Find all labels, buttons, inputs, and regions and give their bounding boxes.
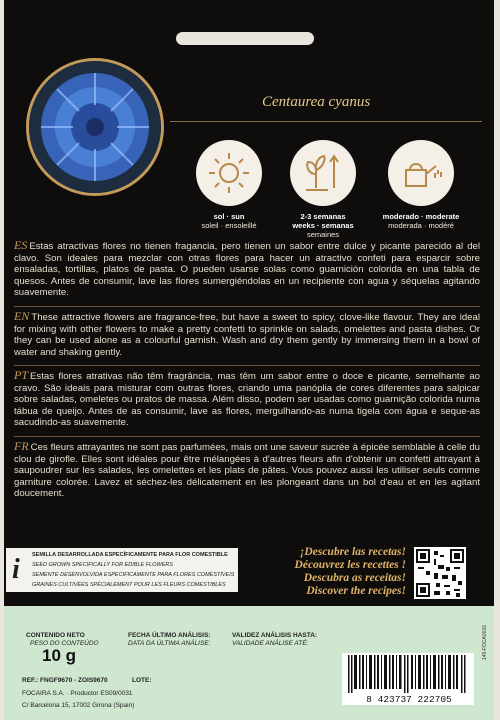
description-text-fr: Ces fleurs attrayantes ne sont pas parfumées, mais ont une saveur sucrée à épicée semblable à celle du clou de girofle. Elles sont idéales pour être mélangées à d'autres fleurs afin d'obtenir un confetti attrayant à saupoudrer sur les salades, les omelettes et les plats de pâtes. Vous pouvez aussi les utiliser seuls comme garniture colorée. Lavez et séchez-les délicatement en les plongeant dans un bol d'eau et en les agitant doucement. (14, 442, 480, 500)
analysis-date-label-pt: DATA DA ÚLTIMA ANÁLISE: (128, 640, 211, 647)
notice-line-es: SEMILLA DESARROLLADA ESPECÍFICAMENTE PARA FLOR COMESTIBLE (32, 552, 228, 558)
sun-icon (196, 140, 262, 206)
sprout-growth-icon (290, 140, 356, 206)
edible-seed-notice (6, 548, 238, 592)
growth-caption-line2: weeks · semanas (292, 221, 354, 230)
language-code-en: EN (14, 309, 30, 323)
species-name: Centaurea cyanus (262, 94, 371, 110)
company-address: C/ Barcelona 15, 17002 Girona (Spain) (22, 702, 135, 709)
notice-line-en: SEED GROWN SPECIFICALLY FOR EDIBLE FLOWERS (32, 562, 173, 568)
recipes-link-es[interactable]: ¡Descubre las recetas! (299, 546, 406, 558)
net-content-label-pt-text: PESO DO CONTEÚDO (30, 640, 99, 647)
vertical-code: 145-FOCA0016 (482, 624, 488, 660)
language-code-es: ES (14, 238, 28, 252)
validity-label-pt: VALIDADE ANÁLISE ATÉ: (232, 640, 309, 647)
divider (170, 121, 482, 122)
watering-caption-line2: moderada · modéré (388, 221, 454, 230)
growth-caption (268, 212, 378, 239)
net-content-label: CONTENIDO NETO (26, 632, 85, 639)
growth-caption-line3: semaines (306, 230, 340, 239)
validity-label: VALIDEZ ANÁLISIS HASTA: (232, 632, 318, 639)
watering-caption-line1: moderado · moderate (382, 212, 460, 221)
language-code-pt: PT (14, 368, 29, 382)
recipes-link-fr[interactable]: Découvrez les recettes ! (294, 559, 406, 571)
description-text-pt: Estas flores atrativas não têm fragrância, mas têm um sabor entre o doce e picante, semelhante ao cravo. São ideais para misturar com outras flores, criando uma panóplia de cores diferentes para salpicar sobre saladas, omeletes ou pratos de massa. Além disso, podem ser usadas como guarnição colorida numa tábua de queijo. Antes de as consumir, lave as flores, mergulhando-as numa tigela com água e seque-as sacudindo-as suavemente. (14, 371, 480, 429)
watering-can-icon (388, 140, 454, 206)
notice-line-fr: GRAINES CULTIVÉES SPÉCIALEMENT POUR LES FLEURS COMESTIBLES (32, 582, 226, 588)
divider (14, 306, 480, 307)
recipes-link-pt[interactable]: Descubra as receitas! (303, 572, 406, 584)
watering-caption (366, 212, 476, 230)
description-pt (14, 370, 480, 429)
description-fr (14, 441, 480, 500)
barcode-number: 8 423737 222705 (366, 694, 452, 705)
description-text-en: These attractive flowers are fragrance-free, but have a sweet to spicy, clove-like flavour. They are ideal for mixing with other flowers to make a pretty confetti to sprinkle on salads, omelettes and pasta dishes. Or they can be used alone as a colourful garnish. Wash and dry them gently by immersing them in a bowl of water and shaking gently. (14, 312, 480, 358)
recipes-link-en[interactable]: Discover the recipes! (306, 585, 406, 597)
lot-label: LOTE: (132, 677, 152, 684)
company-producer: FOCAIRA S.A. · Productor ES09/0031 (22, 690, 133, 697)
analysis-date-label: FECHA ÚLTIMO ANÁLISIS: (128, 632, 211, 639)
hang-hole (176, 32, 314, 45)
divider (14, 365, 480, 366)
net-weight: 10 g (42, 646, 77, 665)
description-text-es: Estas atractivas flores no tienen fragancia, pero tienen un sabor entre dulce y picante parecido al del clavo. Son ideales para mezclar con otras flores para hacer un atractivo confeti para esparcir sobre ensaladas, tortillas, platos de pasta. O pueden usarse solas como guarnición colorida en una tabla de quesos. Antes de consumir, lave las flores sumergiéndolas en un recipiente con agua y séquelas agitando suavemente. (14, 241, 480, 299)
qr-code[interactable] (414, 547, 466, 599)
description-en (14, 311, 480, 358)
divider (14, 436, 480, 437)
flower-photo (26, 58, 164, 196)
growth-caption-line1: 2-3 semanas (300, 212, 346, 221)
notice-line-pt: SEMENTE DESENVOLVIDA ESPECIFICAMENTE PARA FLORES COMESTÍVEIS (32, 572, 235, 578)
description-es (14, 240, 480, 299)
sun-caption-line2: soleil · ensoleillé (201, 221, 257, 230)
language-code-fr: FR (14, 439, 29, 453)
sun-caption-line1: sol · sun (213, 212, 245, 221)
product-reference: REF.: FNGF9670 - ZOIS9670 (22, 677, 108, 684)
info-icon: i (12, 554, 20, 585)
